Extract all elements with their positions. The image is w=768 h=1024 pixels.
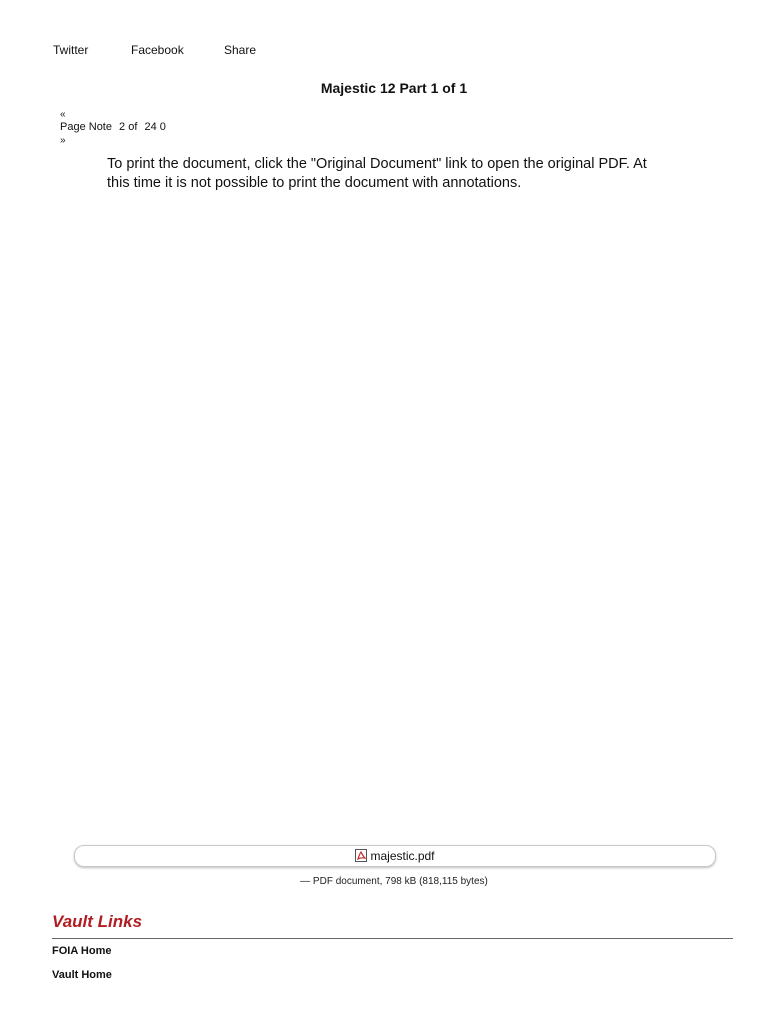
divider [52, 938, 733, 939]
next-page-button[interactable]: » [60, 135, 66, 146]
page-title: Majestic 12 Part 1 of 1 [320, 80, 468, 96]
page-note-row [60, 121, 170, 134]
original-document-link[interactable] [74, 845, 716, 867]
share-link[interactable]: Share [224, 43, 257, 57]
page-note-pager [60, 108, 170, 147]
page-note-current: 2 of [119, 121, 138, 133]
pdf-file-icon [355, 849, 367, 862]
print-instructions: To print the document, click the "Original Document" link to open the original PDF. At this time it is not possible to print the document with annotations. [107, 156, 647, 191]
page-note-label: Page Note [60, 121, 112, 133]
file-name[interactable]: majestic.pdf [370, 849, 435, 863]
vault-home-link[interactable]: Vault Home [52, 969, 112, 981]
page-note-total: 24 0 [144, 121, 166, 133]
twitter-link[interactable]: Twitter [53, 43, 89, 57]
file-meta: — PDF document, 798 kB (818,115 bytes) [300, 876, 488, 887]
prev-page-button[interactable]: « [60, 109, 66, 120]
foia-home-link[interactable]: FOIA Home [52, 945, 112, 957]
vault-links-heading: Vault Links [52, 912, 143, 931]
facebook-link[interactable]: Facebook [131, 43, 184, 57]
